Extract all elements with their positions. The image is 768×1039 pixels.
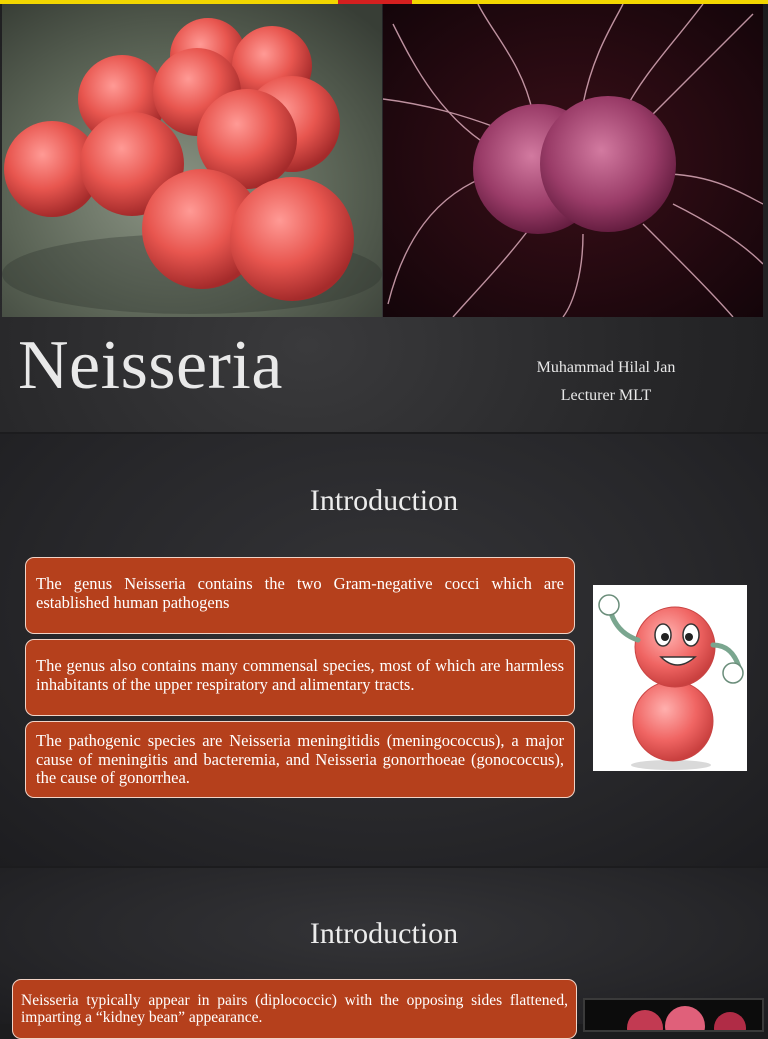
introduction-slide-2	[0, 868, 768, 1024]
bullet-box: The genus Neisseria contains the two Gram-negative cocci which are established human pathogens	[25, 557, 575, 634]
bullet-box: The pathogenic species are Neisseria meningitidis (meningococcus), a major cause of meningitis and bacteremia, and Neisseria gonorrhoeae (gonococcus), the cause of gonorrhea.	[25, 721, 575, 798]
slide-heading: Introduction	[309, 484, 459, 517]
author-block	[500, 354, 712, 410]
bullet-box: Neisseria typically appear in pairs (diplococcic) with the opposing sides flattened, imparting a “kidney bean” appearance.	[12, 979, 577, 1039]
author-role: Lecturer MLT	[560, 387, 652, 404]
diplococcus-cartoon-image	[593, 585, 747, 771]
micrograph-thumbnail-image	[583, 998, 764, 1032]
title-slide	[0, 0, 768, 432]
bullet-box: The genus also contains many commensal species, most of which are harmless inhabitants of the upper respiratory and alimentary tracts.	[25, 639, 575, 716]
author-name: Muhammad Hilal Jan	[536, 359, 676, 376]
presentation-title: Neisseria	[18, 327, 283, 404]
gonococcus-micrograph-image	[383, 4, 763, 317]
top-color-strip	[0, 0, 768, 4]
diplococci-micrograph-image	[2, 4, 382, 317]
slide-heading: Introduction	[309, 917, 459, 950]
introduction-slide	[0, 434, 768, 866]
